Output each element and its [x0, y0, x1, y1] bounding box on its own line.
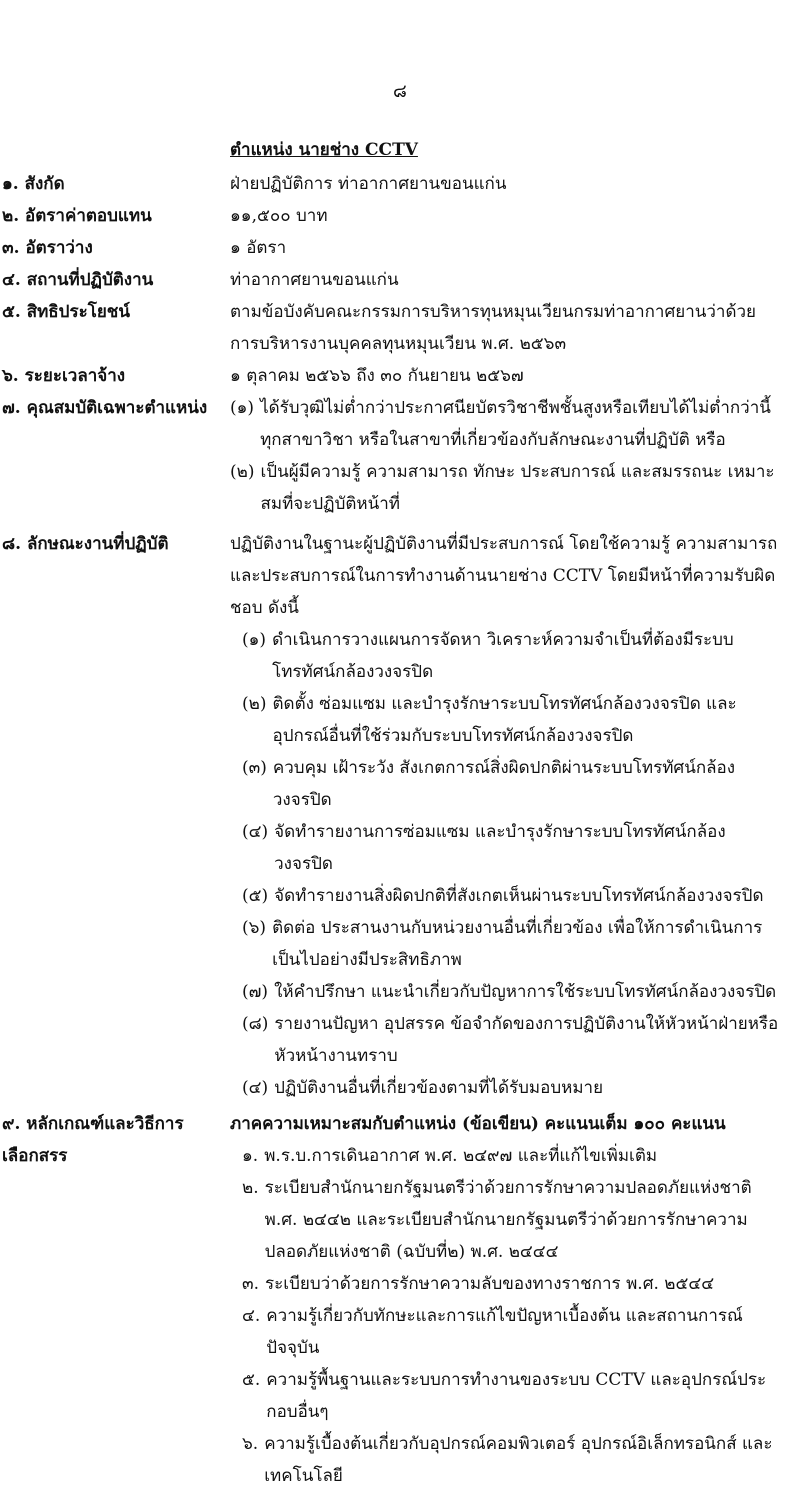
- item-text: พ.ร.บ.การเดินอากาศ พ.ศ. ๒๔๙๗ และที่แก้ไขเพิ่มเติม: [264, 1146, 658, 1166]
- item-number: ๒.: [242, 1178, 259, 1198]
- section-qualifications: [0, 392, 800, 520]
- list-item: [242, 816, 782, 880]
- section-label: ๖. ระยะเวลาจ้าง: [2, 366, 126, 386]
- section-benefits: [0, 296, 800, 360]
- list-item: [242, 1428, 782, 1492]
- item-text: ความรู้เบื้องต้นเกี่ยวกับอุปกรณ์คอมพิวเตอร์ อุปกรณ์อิเล็กทรอนิกส์ และเทคโนโลยี: [264, 1434, 773, 1486]
- item-text: ได้รับวุฒิไม่ต่ำกว่าประกาศนียบัตรวิชาชีพชั้นสูงหรือเทียบได้ไม่ต่ำกว่านี้ ทุกสาขาวิชา หรือในสาขาที่เกี่ยวข้องกับลักษณะงานที่ปฏิบัติ หรือ: [260, 398, 771, 450]
- item-text: ปฏิบัติงานอื่นที่เกี่ยวข้องตามที่ได้รับมอบหมาย: [274, 1078, 604, 1098]
- sections: [0, 168, 800, 1492]
- section-label: ๗. คุณสมบัติเฉพาะตำแหน่ง: [2, 398, 208, 418]
- section-label: ๙. หลักเกณฑ์และวิธีการเลือกสรร: [2, 1114, 184, 1166]
- list-item: [242, 624, 782, 688]
- item-text: ดำเนินการวางแผนการจัดหา วิเคราะห์ความจำเป็นที่ต้องมีระบบโทรทัศน์กล้องวงจรปิด: [272, 630, 734, 682]
- item-text: ติดต่อ ประสานงานกับหน่วยงานอื่นที่เกี่ยวข้อง เพื่อให้การดำเนินการเป็นไปอย่างมีประสิทธิภาพ: [272, 918, 763, 970]
- item-number: (๑): [242, 630, 267, 650]
- page-number: ๘: [393, 81, 407, 102]
- item-number: (๘): [242, 1014, 269, 1034]
- list-item: [242, 752, 782, 816]
- section-intro: ปฏิบัติงานในฐานะผู้ปฏิบัติงานที่มีประสบการณ์ โดยใช้ความรู้ ความสามารถ และประสบการณ์ในการทำงานด้านนายช่าง CCTV โดยมีหน้าที่ความรับผิดชอบ ดังนี้: [230, 534, 778, 618]
- item-number: (๑): [230, 398, 255, 418]
- item-number: (๒): [230, 462, 255, 482]
- list-item: [242, 912, 782, 976]
- item-text: เป็นผู้มีความรู้ ความสามารถ ทักษะ ประสบการณ์ และสมรรถนะ เหมาะสมที่จะปฏิบัติหน้าที่: [260, 462, 775, 514]
- section-label: ๑. สังกัด: [2, 174, 65, 194]
- item-number: (๓): [242, 758, 267, 778]
- section-text: ตามข้อบังคับคณะกรรมการบริหารทุนหมุนเวียนกรมท่าอากาศยานว่าด้วยการบริหารงานบุคคลทุนหมุนเวียน พ.ศ. ๒๕๖๓: [230, 302, 757, 354]
- list-item: [242, 976, 782, 1008]
- section-label: ๕. สิทธิประโยชน์: [2, 302, 130, 322]
- item-text: รายงานปัญหา อุปสรรค ข้อจำกัดของการปฏิบัติงานให้หัวหน้าฝ่ายหรือหัวหน้างานทราบ: [274, 1014, 779, 1066]
- item-number: ๑.: [242, 1146, 259, 1166]
- list-item: [242, 1072, 782, 1104]
- list-item: [242, 1008, 782, 1072]
- section-text: ๑ อัตรา: [230, 238, 287, 258]
- position-title: ตำแหน่ง นายช่าง CCTV: [230, 140, 418, 160]
- item-text: ติดตั้ง ซ่อมแซม และบำรุงรักษาระบบโทรทัศน์กล้องวงจรปิด และ อุปกรณ์อื่นที่ใช้ร่วมกับระบบโทรทัศน์กล้องวงจรปิด: [272, 694, 737, 746]
- item-text: จัดทำรายงานสิ่งผิดปกติที่สังเกตเห็นผ่านระบบโทรทัศน์กล้องวงจรปิด: [274, 886, 764, 906]
- section-text: ฝ่ายปฏิบัติการ ท่าอากาศยานขอนแก่น: [230, 174, 507, 194]
- list-item: [242, 1268, 782, 1300]
- section-vacancy: [0, 232, 800, 264]
- list-item: [230, 456, 782, 520]
- section-label: ๒. อัตราค่าตอบแทน: [2, 206, 152, 226]
- list-item: [242, 1300, 782, 1364]
- item-text: ความรู้เกี่ยวกับทักษะและการแก้ไขปัญหาเบื้องต้น และสถานการณ์ปัจจุบัน: [266, 1306, 743, 1358]
- item-text: ระเบียบสำนักนายกรัฐมนตรีว่าด้วยการรักษาความปลอดภัยแห่งชาติ พ.ศ. ๒๔๔๒ และระเบียบสำนักนายกรัฐมนตรีว่าด้วยการรักษาความปลอดภัยแห่งชาติ (ฉบับที่๒) พ.ศ. ๒๔๔๔: [264, 1178, 752, 1262]
- section-employment-period: [0, 360, 800, 392]
- exam-heading: ภาคความเหมาะสมกับตำแหน่ง (ข้อเขียน) คะแนนเต็ม ๑๐๐ คะแนน: [230, 1114, 726, 1134]
- item-number: (๕): [242, 886, 269, 906]
- section-text: ๑๑,๕๐๐ บาท: [230, 206, 328, 226]
- list-item: [242, 1140, 782, 1172]
- item-number: (๔): [242, 822, 269, 842]
- section-affiliation: [0, 168, 800, 200]
- section-salary: [0, 200, 800, 232]
- section-duties: [0, 528, 800, 1104]
- list-item: [242, 688, 782, 752]
- item-text: ความรู้พื้นฐานและระบบการทำงานของระบบ CCTV และอุปกรณ์ประกอบอื่นๆ: [266, 1370, 767, 1422]
- list-item: [230, 392, 782, 456]
- item-number: (๖): [242, 918, 267, 938]
- item-number: (๗): [242, 982, 269, 1002]
- item-text: ให้คำปรึกษา แนะนำเกี่ยวกับปัญหาการใช้ระบบโทรทัศน์กล้องวงจรปิด: [274, 982, 777, 1002]
- section-label: ๓. อัตราว่าง: [2, 238, 93, 258]
- list-item: [242, 880, 782, 912]
- section-selection-criteria: [0, 1108, 800, 1492]
- section-text: ๑ ตุลาคม ๒๕๖๖ ถึง ๓๐ กันยายน ๒๕๖๗: [230, 366, 524, 386]
- item-number: ๔.: [242, 1306, 261, 1326]
- item-number: ๕.: [242, 1370, 261, 1390]
- list-item: [242, 1364, 782, 1428]
- item-number: ๖.: [242, 1434, 259, 1454]
- item-text: ระเบียบว่าด้วยการรักษาความลับของทางราชการ พ.ศ. ๒๕๔๔: [265, 1274, 715, 1294]
- item-number: (๒): [242, 694, 267, 714]
- item-number: (๔): [242, 1078, 269, 1098]
- list-item: [242, 1172, 782, 1268]
- section-text: ท่าอากาศยานขอนแก่น: [230, 270, 399, 290]
- item-number: ๓.: [242, 1274, 260, 1294]
- section-label: ๘. ลักษณะงานที่ปฏิบัติ: [2, 534, 169, 554]
- item-text: จัดทำรายงานการซ่อมแซม และบำรุงรักษาระบบโทรทัศน์กล้องวงจรปิด: [274, 822, 726, 874]
- section-label: ๔. สถานที่ปฏิบัติงาน: [2, 270, 154, 290]
- section-workplace: [0, 264, 800, 296]
- item-text: ควบคุม เฝ้าระวัง สังเกตการณ์สิ่งผิดปกติผ่านระบบโทรทัศน์กล้องวงจรปิด: [272, 758, 736, 810]
